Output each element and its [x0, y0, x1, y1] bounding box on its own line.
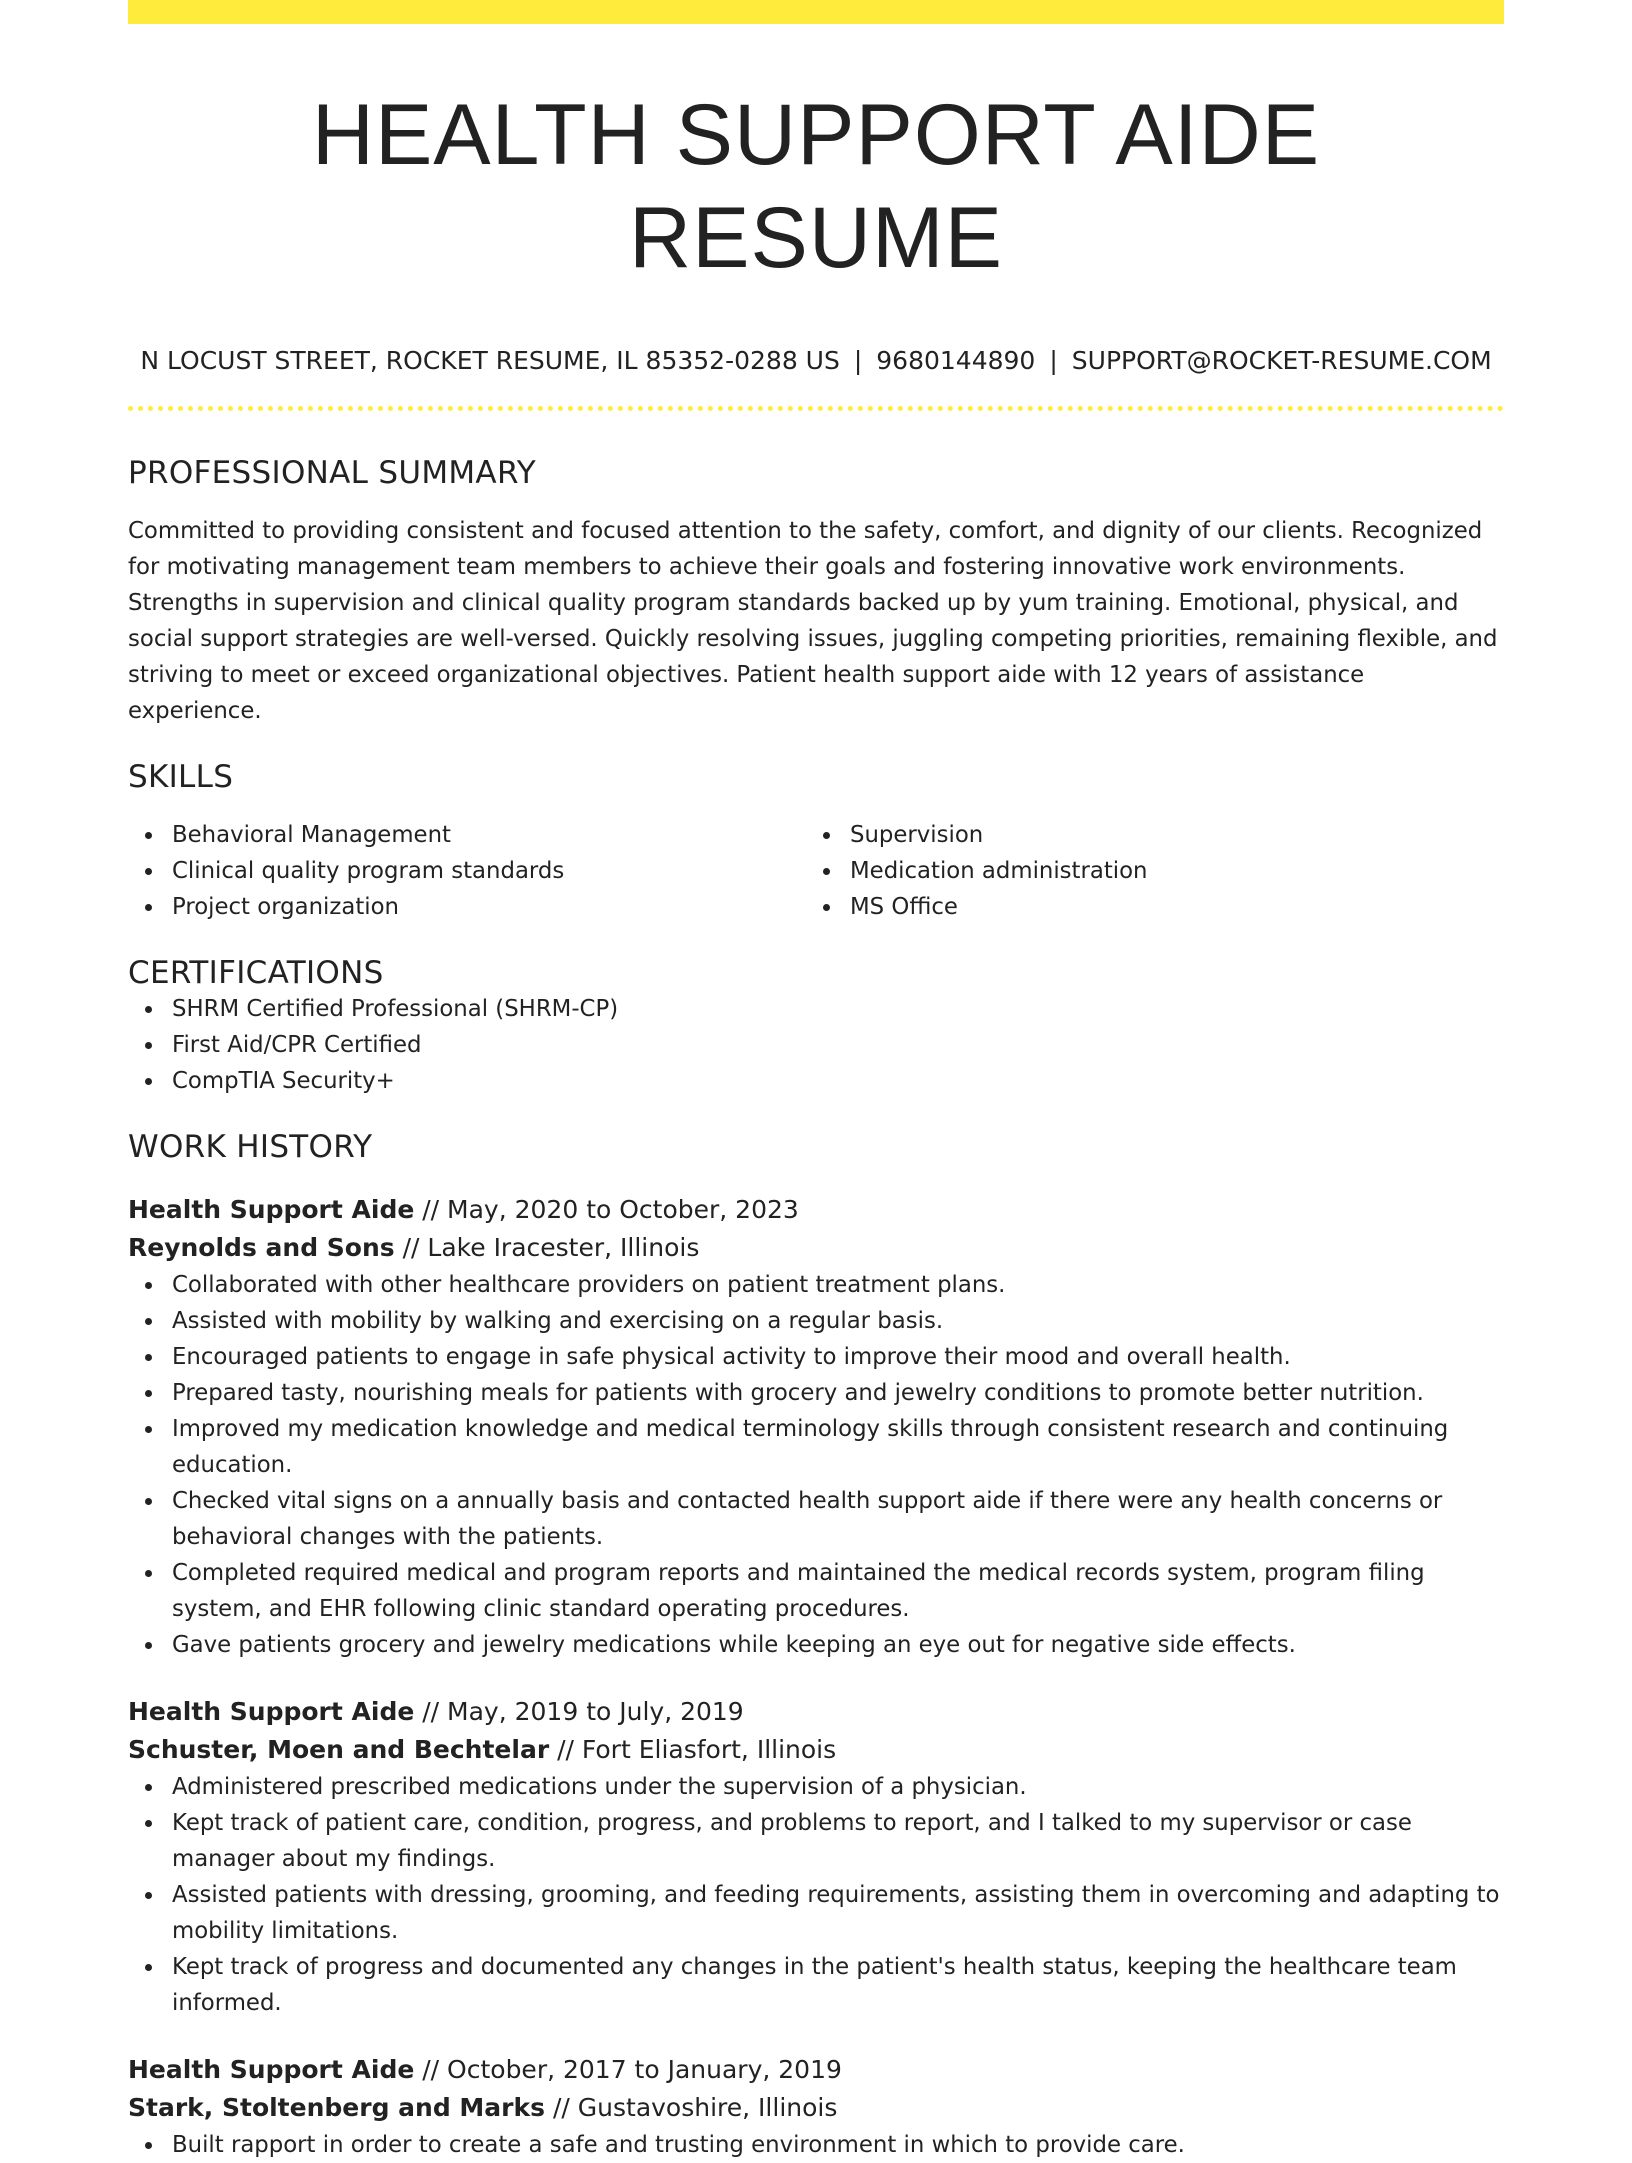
contact-phone: 9680144890 [876, 346, 1036, 376]
job-bullet: Improved my medication knowledge and medical terminology skills through consistent research and continuing education. [128, 1411, 1504, 1483]
contact-line [128, 346, 1504, 375]
job-title-line [128, 1693, 1504, 1731]
skill-item: Supervision [806, 817, 1484, 853]
job-bullet-list [128, 2127, 1504, 2163]
certifications-list [128, 991, 1504, 1099]
job-dates: // May, 2019 to July, 2019 [422, 1697, 744, 1727]
job-location: // Gustavoshire, Illinois [552, 2093, 838, 2123]
job-dates: // October, 2017 to January, 2019 [422, 2055, 842, 2085]
job-bullet-list [128, 1769, 1504, 2021]
job-bullet-list [128, 1267, 1504, 1663]
job-entry [128, 1191, 1504, 1663]
job-entry [128, 2051, 1504, 2163]
job-dates: // May, 2020 to October, 2023 [422, 1195, 799, 1225]
job-bullet: Encouraged patients to engage in safe physical activity to improve their mood and overall health. [128, 1339, 1504, 1375]
skills-left-list [128, 817, 806, 925]
job-title: Health Support Aide [128, 2055, 415, 2085]
resume-title: HEALTH SUPPORT AIDE RESUME [311, 87, 1321, 287]
job-bullet: Assisted patients with dressing, grooming, and feeding requirements, assisting them in overcoming and adapting to mobility limitations. [128, 1877, 1504, 1949]
job-entry [128, 1693, 1504, 2021]
contact-separator: | [853, 346, 863, 376]
job-bullet: Prepared tasty, nourishing meals for patients with grocery and jewelry conditions to promote better nutrition. [128, 1375, 1504, 1411]
job-company: Reynolds and Sons [128, 1233, 395, 1263]
skill-item: Medication administration [806, 853, 1484, 889]
job-location: // Fort Eliasfort, Illinois [557, 1735, 837, 1765]
summary-heading: PROFESSIONAL SUMMARY [128, 455, 537, 492]
job-company-line [128, 2089, 1504, 2127]
job-bullet: Kept track of progress and documented any changes in the patient's health status, keeping the healthcare team informed. [128, 1949, 1504, 2021]
skill-item: MS Office [806, 889, 1484, 925]
job-title-line [128, 2051, 1504, 2089]
certification-item: CompTIA Security+ [128, 1063, 1504, 1099]
certification-item: SHRM Certified Professional (SHRM-CP) [128, 991, 1504, 1027]
job-bullet: Administered prescribed medications under the supervision of a physician. [128, 1769, 1504, 1805]
job-bullet: Assisted with mobility by walking and exercising on a regular basis. [128, 1303, 1504, 1339]
summary-text: Committed to providing consistent and focused attention to the safety, comfort, and dignity of our clients. Recognized for motivating management team members to achieve their goals and fostering innovative work environments. Strengths in supervision and clinical quality program standards backed up by yum training. Emotional, physical, and social support strategies are well-versed. Quickly resolving issues, juggling competing priorities, remaining flexible, and striving to meet or exceed organizational objectives. Patient health support aide with 12 years of assistance experience. [128, 518, 1498, 725]
job-company-line [128, 1731, 1504, 1769]
contact-email: SUPPORT@ROCKET-RESUME.COM [1071, 346, 1492, 376]
job-bullet: Kept track of patient care, condition, progress, and problems to report, and I talked to my supervisor or case manager about my findings. [128, 1805, 1504, 1877]
skills-grid [128, 817, 1504, 925]
skill-item: Behavioral Management [128, 817, 806, 853]
job-bullet: Collaborated with other healthcare providers on patient treatment plans. [128, 1267, 1504, 1303]
accent-top-bar [128, 0, 1504, 24]
job-bullet: Built rapport in order to create a safe and trusting environment in which to provide care. [128, 2127, 1504, 2163]
job-bullet: Completed required medical and program reports and maintained the medical records system, program filing system, and EHR following clinic standard operating procedures. [128, 1555, 1504, 1627]
job-company: Schuster, Moen and Bechtelar [128, 1735, 550, 1765]
certification-item: First Aid/CPR Certified [128, 1027, 1504, 1063]
contact-separator: | [1049, 346, 1058, 376]
contact-address: N LOCUST STREET, ROCKET RESUME, IL 85352-0288 US [140, 346, 840, 376]
resume-page [128, 0, 1504, 2163]
certifications-heading: CERTIFICATIONS [128, 955, 384, 992]
job-company: Stark, Stoltenberg and Marks [128, 2093, 546, 2123]
job-bullet: Gave patients grocery and jewelry medications while keeping an eye out for negative side effects. [128, 1627, 1504, 1663]
skill-item: Clinical quality program standards [128, 853, 806, 889]
skills-heading: SKILLS [128, 759, 234, 796]
skill-item: Project organization [128, 889, 806, 925]
dotted-divider [128, 406, 1504, 411]
job-company-line [128, 1229, 1504, 1267]
job-title: Health Support Aide [128, 1195, 415, 1225]
job-title: Health Support Aide [128, 1697, 415, 1727]
work-history-heading: WORK HISTORY [128, 1129, 373, 1166]
job-location: // Lake Iracester, Illinois [402, 1233, 700, 1263]
skills-right-list [806, 817, 1484, 925]
job-bullet: Checked vital signs on a annually basis and contacted health support aide if there were any health concerns or behavioral changes with the patients. [128, 1483, 1504, 1555]
job-title-line [128, 1191, 1504, 1229]
